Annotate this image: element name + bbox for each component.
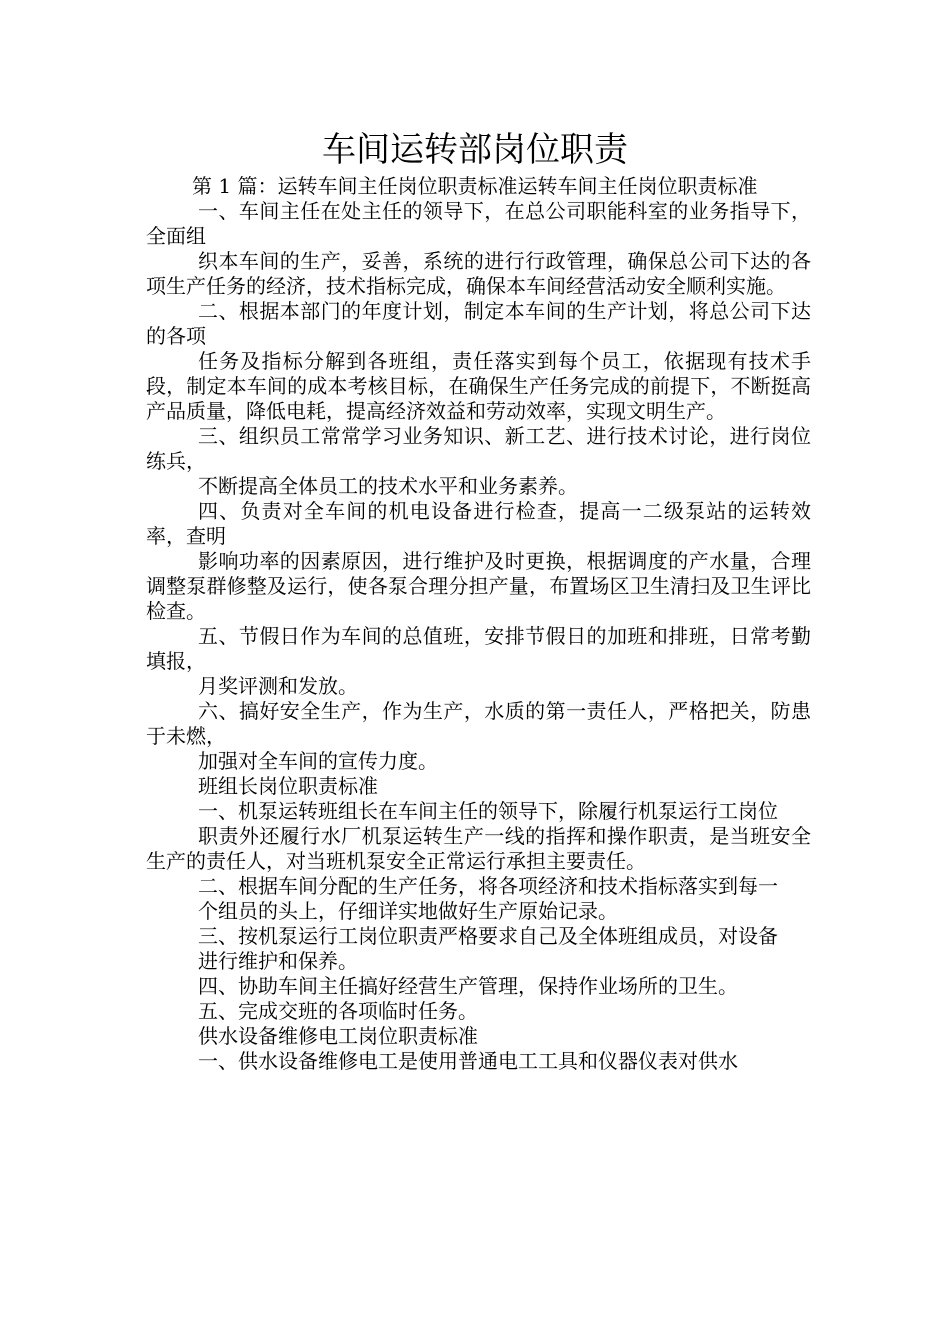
paragraph: 五、完成交班的各项临时任务。 xyxy=(198,999,478,1023)
paragraph: 不断提高全体员工的技术水平和业务素养。 xyxy=(198,474,578,498)
paragraph: 五、节假日作为车间的总值班，安排节假日的加班和排班，日常考勤填报， xyxy=(146,624,811,673)
section-heading: 班组长岗位职责标准 xyxy=(198,774,378,798)
paragraph: 三、组织员工常常学习业务知识、新工艺、进行技术讨论，进行岗位练兵， xyxy=(146,424,811,473)
document-body xyxy=(146,174,811,1074)
paragraph: 六、搞好安全生产，作为生产，水质的第一责任人，严格把关，防患于未燃， xyxy=(146,699,811,748)
section-heading: 供水设备维修电工岗位职责标准 xyxy=(198,1024,478,1048)
paragraph: 二、根据车间分配的生产任务，将各项经济和技术指标落实到每一 xyxy=(198,874,778,898)
paragraph: 三、按机泵运行工岗位职责严格要求自己及全体班组成员，对设备 xyxy=(198,924,778,948)
paragraph: 织本车间的生产，妥善，系统的进行行政管理，确保总公司下达的各项生产任务的经济，技术指标完成，确保本车间经营活动安全顺利实施。 xyxy=(146,249,811,298)
paragraph: 一、车间主任在处主任的领导下，在总公司职能科室的业务指导下，全面组 xyxy=(146,199,811,248)
paragraph: 职责外还履行水厂机泵运转生产一线的指挥和操作职责，是当班安全生产的责任人，对当班机泵安全正常运行承担主要责任。 xyxy=(146,824,811,873)
document-title: 车间运转部岗位职责 xyxy=(322,130,628,170)
paragraph: 任务及指标分解到各班组，责任落实到每个员工，依据现有技术手段，制定本车间的成本考核目标，在确保生产任务完成的前提下，不断挺高产品质量，降低电耗，提高经济效益和劳动效率，实现文明生产。 xyxy=(146,349,811,423)
paragraph: 一、供水设备维修电工是使用普通电工工具和仪器仪表对供水 xyxy=(198,1049,738,1073)
paragraph: 四、协助车间主任搞好经营生产管理，保持作业场所的卫生。 xyxy=(198,974,738,998)
paragraph: 四、负责对全车间的机电设备进行检查，提高一二级泵站的运转效率，查明 xyxy=(146,499,811,548)
paragraph: 月奖评测和发放。 xyxy=(198,674,358,698)
paragraph: 一、机泵运转班组长在车间主任的领导下，除履行机泵运行工岗位 xyxy=(198,799,778,823)
paragraph: 第 1 篇：运转车间主任岗位职责标准运转车间主任岗位职责标准 xyxy=(192,174,758,198)
paragraph: 影响功率的因素原因，进行维护及时更换，根据调度的产水量，合理调整泵群修整及运行，使各泵合理分担产量，布置场区卫生清扫及卫生评比检查。 xyxy=(146,549,811,623)
paragraph: 二、根据本部门的年度计划，制定本车间的生产计划，将总公司下达的各项 xyxy=(146,299,811,348)
paragraph: 个组员的头上，仔细详实地做好生产原始记录。 xyxy=(198,899,618,923)
paragraph: 进行维护和保养。 xyxy=(198,949,358,973)
paragraph: 加强对全车间的宣传力度。 xyxy=(198,749,438,773)
